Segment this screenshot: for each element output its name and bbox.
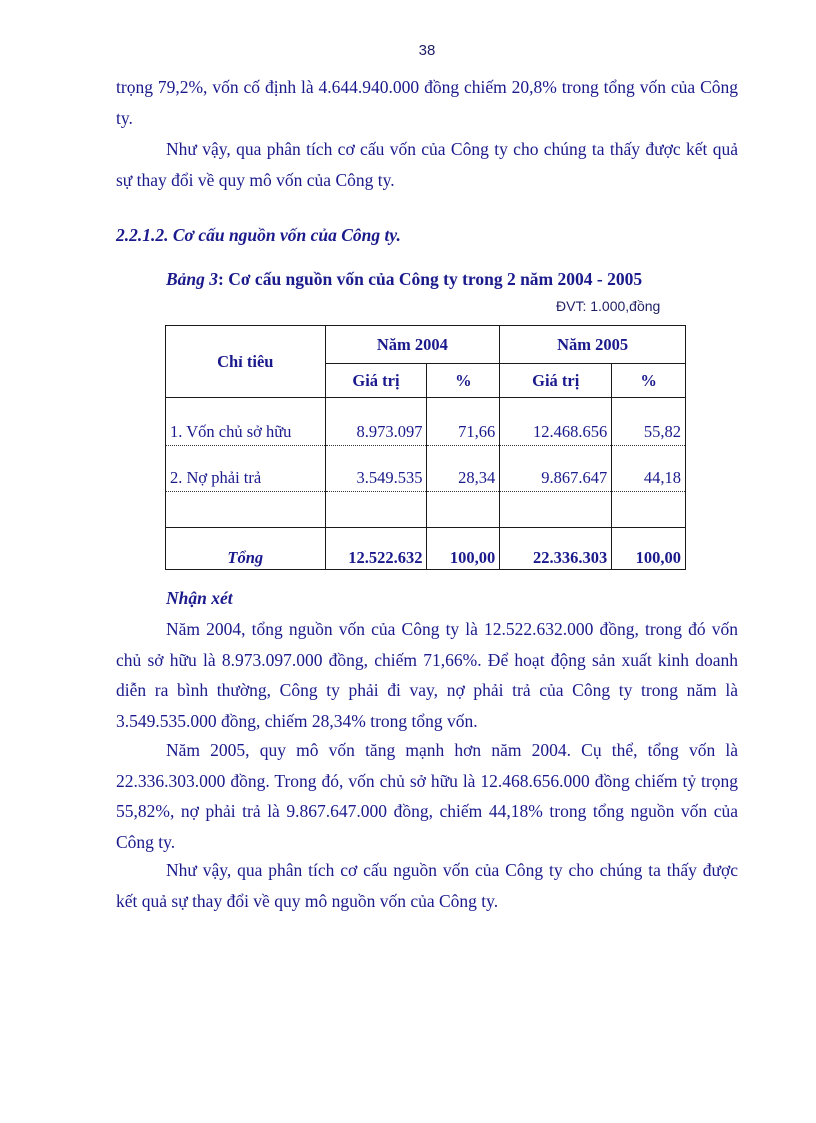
total-value-2004: 12.522.632 [325,528,427,570]
remark-label: Nhận xét [166,588,233,608]
paragraph-2004-analysis: Năm 2004, tổng nguồn vốn của Công ty là 12.522.632.000 đồng, trong đó vốn chủ sở hữu là 8.973.097.000 đồng, chiếm 71,66%. Để hoạt động sản xuất kinh doanh diễn ra bình thường, Công ty phải đi vay, nợ phải trả của Công ty trong năm là 3.549.535.000 đồng, chiếm 28,34% trong tổng vốn. [116,619,738,731]
table-row [166,398,686,446]
header-percent-2005: % [612,364,686,398]
row-name: 1. Vốn chủ sở hữu [166,398,326,446]
row-value-2005: 12.468.656 [500,398,612,446]
total-label: Tổng [166,528,326,570]
row-percent-2004: 71,66 [427,398,500,446]
row-name: 2. Nợ phải trả [166,446,326,492]
row-percent-2005: 55,82 [612,398,686,446]
row-value-2004: 3.549.535 [325,446,427,492]
total-value-2005: 22.336.303 [500,528,612,570]
header-percent-2004: % [427,364,500,398]
paragraph-conclusion: Như vậy, qua phân tích cơ cấu nguồn vốn của Công ty cho chúng ta thấy được kết quả sự thay đổi về quy mô nguồn vốn của Công ty. [116,860,738,911]
table-row-empty [166,492,686,528]
table-header-row [166,326,686,364]
header-year-2005: Năm 2005 [500,326,686,364]
header-value-2005: Giá trị [500,364,612,398]
header-value-2004: Giá trị [325,364,427,398]
table-caption-label: Bảng 3 [166,269,219,289]
row-value-2005: 9.867.647 [500,446,612,492]
unit-note: ĐVT: 1.000,đồng [556,298,661,314]
capital-source-table [165,325,686,570]
paragraph-capital-conclusion: Như vậy, qua phân tích cơ cấu vốn của Công ty cho chúng ta thấy được kết quả sự thay đổi về quy mô vốn của Công ty. [116,139,738,190]
row-value-2004: 8.973.097 [325,398,427,446]
table-caption-text: : Cơ cấu nguồn vốn của Công ty trong 2 năm 2004 - 2005 [218,269,643,289]
total-percent-2004: 100,00 [427,528,500,570]
paragraph-capital-structure-end: trọng 79,2%, vốn cố định là 4.644.940.000 đồng chiếm 20,8% trong tổng vốn của Công ty. [116,77,738,128]
table-caption [166,269,642,290]
row-percent-2005: 44,18 [612,446,686,492]
total-percent-2005: 100,00 [612,528,686,570]
section-heading: 2.2.1.2. Cơ cấu nguồn vốn của Công ty. [116,225,401,245]
header-indicator: Chỉ tiêu [166,326,326,398]
page-number: 38 [418,42,436,59]
table-total-row [166,528,686,570]
header-year-2004: Năm 2004 [325,326,500,364]
row-percent-2004: 28,34 [427,446,500,492]
paragraph-2005-analysis: Năm 2005, quy mô vốn tăng mạnh hơn năm 2004. Cụ thể, tổng vốn là 22.336.303.000 đồng. Trong đó, vốn chủ sở hữu là 12.468.656.000 đồng chiếm tỷ trọng 55,82%, nợ phải trả là 9.867.647.000 đồng, chiếm 44,18% trong tổng nguồn vốn của Công ty. [116,740,738,852]
table-row [166,446,686,492]
